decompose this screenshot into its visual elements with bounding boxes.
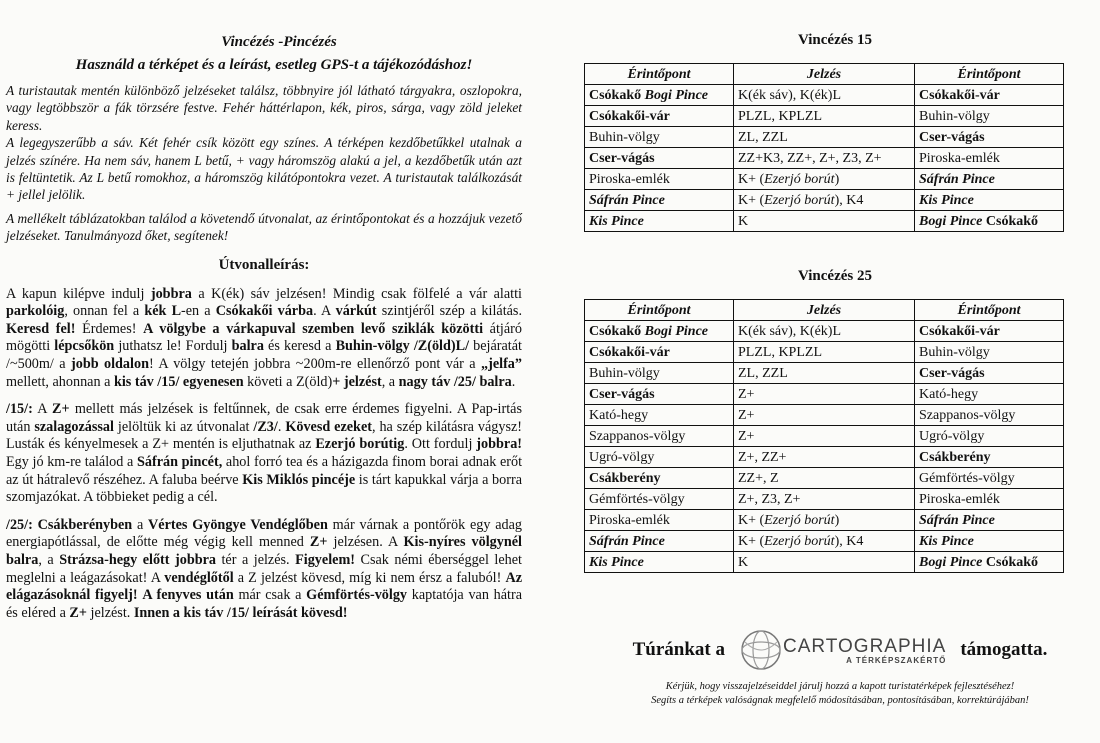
footer xyxy=(590,628,1090,708)
table-row: Csókakői-vár PLZL, KPLZL Buhin-völgy xyxy=(585,342,1064,363)
route-description xyxy=(6,286,522,623)
logo-sub-text: A TÉRKÉPSZAKÉRTŐ xyxy=(846,655,947,665)
table-row: Piroska-emlék K+ (Ezerjó borút) Sáfrán Pince xyxy=(585,169,1064,190)
right-column xyxy=(580,32,1090,573)
route-paragraph-3: /25/: Csákberényben a Vértes Gyöngye Vendéglőben már várnak a pontőrök egy adag energiapótlással, de előtte még végig kell menned Z+ jelzésen. A Kis-nyíres völgynél balra, a Strázsa-hegy előtt jobbra tér a jelzés. Figyelem! Csak némi éberséggel lehet meglelni a leágazásokat! A vendéglőtől a Z jelzést kövesd, míg ki nem érsz a faluból! Az elágazásoknál figyelj! A fenyves után már csak a Gémförtés-völgy kaptatója van hátra és eléred a Z+ jelzést. Innen a kis táv /15/ leírását kövesd! xyxy=(6,516,522,621)
page-subtitle: Használd a térképet és a leírást, esetleg GPS-t a tájékozódáshoz! xyxy=(75,57,473,73)
table-row: Csókakő Bogi Pince K(ék sáv), K(ék)L Csókakői-vár xyxy=(585,85,1064,106)
intro-paragraph-1: A turistautak mentén különböző jelzéseket találsz, többnyire jól látható tárgyakra, oszlopokra, vagy legtöbbször a fák törzsére festve. Fehér háttérlapon, kék, piros, sárga, vagy zöld jeleket keress. xyxy=(6,83,522,133)
table-row: Sáfrán Pince K+ (Ezerjó borút), K4 Kis Pince xyxy=(585,531,1064,552)
table-15-title: Vincézés 15 xyxy=(797,32,872,48)
header-cell: Érintőpont xyxy=(585,64,734,85)
left-column xyxy=(6,34,522,622)
table-row: Buhin-völgy ZL, ZZL Cser-vágás xyxy=(585,363,1064,384)
table-row: Cser-vágás ZZ+K3, ZZ+, Z+, Z3, Z+ Piroska-emlék xyxy=(585,148,1064,169)
header-cell: Érintőpont xyxy=(915,64,1064,85)
table-row: Kis Pince K Bogi Pince Csókakő xyxy=(585,552,1064,573)
table-row: Cser-vágás Z+ Kató-hegy xyxy=(585,384,1064,405)
header-cell: Jelzés xyxy=(734,300,915,321)
table-header-row xyxy=(585,64,1064,85)
intro-text xyxy=(6,82,522,245)
table-row: Csókakői-vár PLZL, KPLZL Buhin-völgy xyxy=(585,106,1064,127)
route-paragraph-1: A kapun kilépve indulj jobbra a K(ék) sáv jelzésen! Mindig csak fölfelé a vár alatti parkolóig, onnan fel a kék L-en a Csókakői várba. A várkút szintjéről szép a kilátás. Keresd fel! Érdemes! A völgybe a várkapuval szemben levő sziklák közötti átjáró mögötti lépcsőkön juthatsz le! Fordulj balra és keresd a Buhin-völgy /Z(öld)L/ bejáratát /~500m/ a jobb oldalon! A völgy tetején jobbra ~200m-re ellenőrző pont vár a „jelfa” mellett, ahonnan a kis táv /15/ egyenesen követi a Z(öld)+ jelzést, a nagy táv /25/ balra. xyxy=(6,285,522,390)
route-title: Útvonalleírás: xyxy=(218,256,310,273)
support-text-post: támogatta. xyxy=(960,639,1048,660)
table-row: Gémförtés-völgy Z+, Z3, Z+ Piroska-emlék xyxy=(585,489,1064,510)
table-25 xyxy=(584,299,1064,573)
feedback-line-2: Segíts a térképek valóságnak megfelelő módosításában, pontosításában, korrektúrájában! xyxy=(651,695,1029,706)
support-text-pre: Túránkat a xyxy=(632,639,725,660)
logo-main-text: CARTOGRAPHIA xyxy=(782,635,947,657)
table-row: Sáfrán Pince K+ (Ezerjó borút), K4 Kis Pince xyxy=(585,190,1064,211)
page-title: Vincézés -Pincézés xyxy=(221,34,337,50)
table-row: Kató-hegy Z+ Szappanos-völgy xyxy=(585,405,1064,426)
header-cell: Jelzés xyxy=(734,64,915,85)
table-row: Piroska-emlék K+ (Ezerjó borút) Sáfrán Pince xyxy=(585,510,1064,531)
header-cell: Érintőpont xyxy=(585,300,734,321)
table-row: Csákberény ZZ+, Z Gémförtés-völgy xyxy=(585,468,1064,489)
intro-paragraph-3: A mellékelt táblázatokban találod a követendő útvonalat, az érintőpontokat és a hozzájuk vezető jelzéseket. Tanulmányozd őket, segítenek! xyxy=(6,210,522,244)
table-row: Buhin-völgy ZL, ZZL Cser-vágás xyxy=(585,127,1064,148)
header-cell: Érintőpont xyxy=(915,300,1064,321)
route-paragraph-2: /15/: A Z+ mellett más jelzések is feltűnnek, de csak erre érdemes figyelni. A Pap-irtás után szalagozással jelöltük ki az útvonalat /Z3/. Kövesd ezeket, ha szép kilátásra vágysz! Lusták és kényelmesek a Z+ mentén is eljuthatnak az Ezerjó borútig. Ott fordulj jobbra! Egy jó km-re találod a Sáfrán pincét, ahol forró tea és a házigazda finom borai adnak erőt az út hátralevő részéhez. A faluba beérve Kis Miklós pincéje is tárt kapukkal várja a borra szomjazókat. A többieket pedig a cél. xyxy=(6,401,523,506)
table-25-title: Vincézés 25 xyxy=(797,268,872,284)
table-15 xyxy=(584,63,1064,232)
table-row: Csókakő Bogi Pince K(ék sáv), K(ék)L Csókakői-vár xyxy=(585,321,1064,342)
support-line xyxy=(590,628,1090,672)
feedback-line-1: Kérjük, hogy visszajelzéseiddel járulj hozzá a kapott turistatérképek fejlesztéséhez! xyxy=(665,681,1015,692)
cartographia-logo xyxy=(739,628,946,672)
table-row: Ugró-völgy Z+, ZZ+ Csákberény xyxy=(585,447,1064,468)
feedback-note xyxy=(590,680,1090,708)
table-header-row xyxy=(585,300,1064,321)
table-row: Szappanos-völgy Z+ Ugró-völgy xyxy=(585,426,1064,447)
globe-icon xyxy=(739,628,783,672)
table-row: Kis Pince K Bogi Pince Csókakő xyxy=(585,211,1064,232)
intro-paragraph-2: A legegyszerűbb a sáv. Két fehér csík között egy színes. A térképen kezdőbetűkkel utalnak a jelzés színére. Ha nem sáv, hanem L betű, + vagy háromszög alakú a jel, a kezdőbetűk után azt is feltüntetik. Az L betű romokhoz, a háromszög kilátópontokra vezet. A turistautak találkozását + jellel jelölik. xyxy=(6,135,522,203)
